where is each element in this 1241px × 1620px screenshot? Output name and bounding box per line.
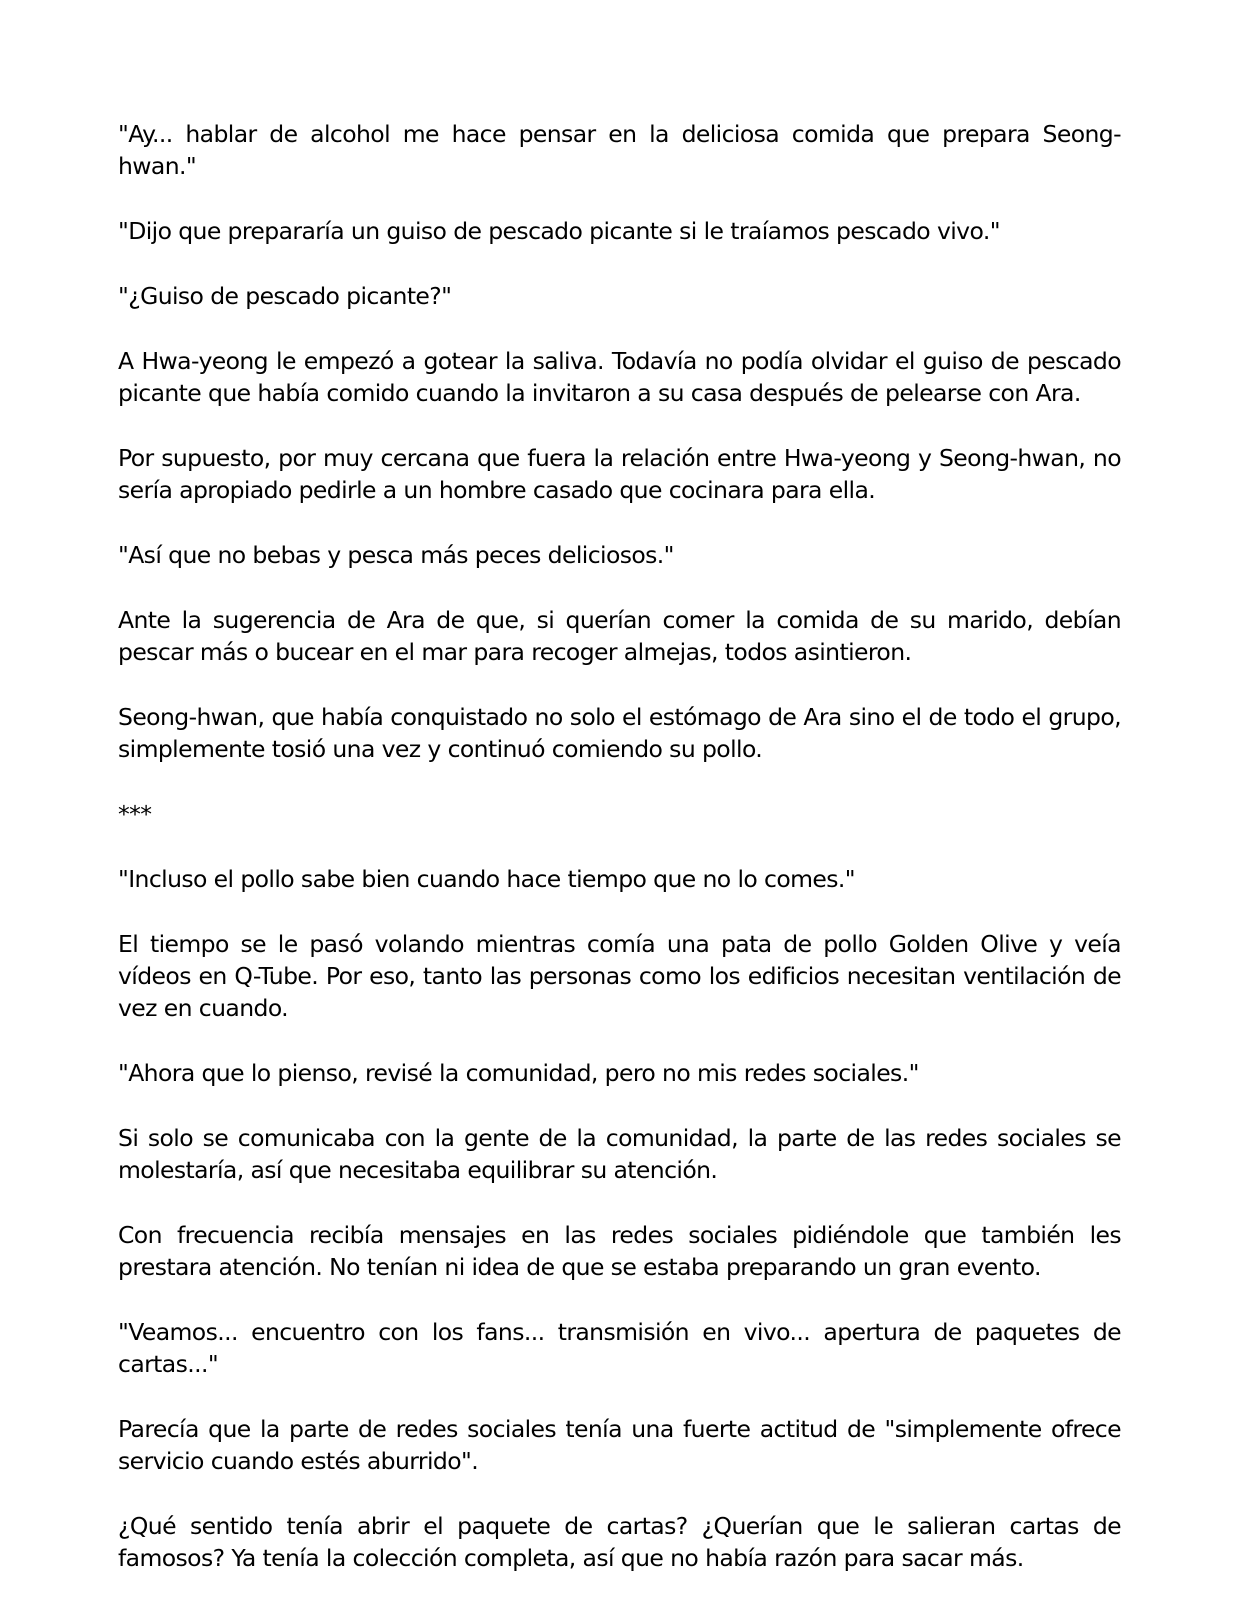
paragraph: "Así que no bebas y pesca más peces deliciosos." <box>118 541 674 569</box>
paragraph: "Veamos... encuentro con los fans... transmisión en vivo... apertura de paquetes de cartas..." <box>118 1318 1121 1378</box>
paragraph: "Incluso el pollo sabe bien cuando hace tiempo que no lo comes." <box>118 865 855 893</box>
document-body <box>118 118 1121 1607</box>
paragraph: Con frecuencia recibía mensajes en las redes sociales pidiéndole que también les prestara atención. No tenían ni idea de que se estaba preparando un gran evento. <box>118 1221 1121 1281</box>
paragraph: El tiempo se le pasó volando mientras comía una pata de pollo Golden Olive y veía vídeos en Q-Tube. Por eso, tanto las personas como los edificios necesitan ventilación de vez en cuando. <box>118 930 1121 1022</box>
paragraph: "¿Guiso de pescado picante?" <box>118 282 452 310</box>
paragraph: A Hwa-yeong le empezó a gotear la saliva. Todavía no podía olvidar el guiso de pescado picante que había comido cuando la invitaron a su casa después de pelearse con Ara. <box>118 347 1121 407</box>
paragraph: Si solo se comunicaba con la gente de la comunidad, la parte de las redes sociales se molestaría, así que necesitaba equilibrar su atención. <box>118 1124 1121 1184</box>
paragraph: Seong-hwan, que había conquistado no solo el estómago de Ara sino el de todo el grupo, simplemente tosió una vez y continuó comiendo su pollo. <box>118 703 1121 763</box>
paragraph: Parecía que la parte de redes sociales tenía una fuerte actitud de "simplemente ofrece servicio cuando estés aburrido". <box>118 1415 1121 1475</box>
paragraph: "Ay... hablar de alcohol me hace pensar en la deliciosa comida que prepara Seong-hwan." <box>118 120 1121 180</box>
paragraph: "Dijo que prepararía un guiso de pescado picante si le traíamos pescado vivo." <box>118 217 1000 245</box>
paragraph: ¿Qué sentido tenía abrir el paquete de cartas? ¿Querían que le salieran cartas de famosos? Ya tenía la colección completa, así que no había razón para sacar más. <box>118 1512 1121 1572</box>
paragraph: "Ahora que lo pienso, revisé la comunidad, pero no mis redes sociales." <box>118 1059 919 1087</box>
scene-break: *** <box>118 800 152 828</box>
paragraph: Por supuesto, por muy cercana que fuera la relación entre Hwa-yeong y Seong-hwan, no sería apropiado pedirle a un hombre casado que cocinara para ella. <box>118 444 1121 504</box>
paragraph: Ante la sugerencia de Ara de que, si querían comer la comida de su marido, debían pescar más o bucear en el mar para recoger almejas, todos asintieron. <box>118 606 1121 666</box>
